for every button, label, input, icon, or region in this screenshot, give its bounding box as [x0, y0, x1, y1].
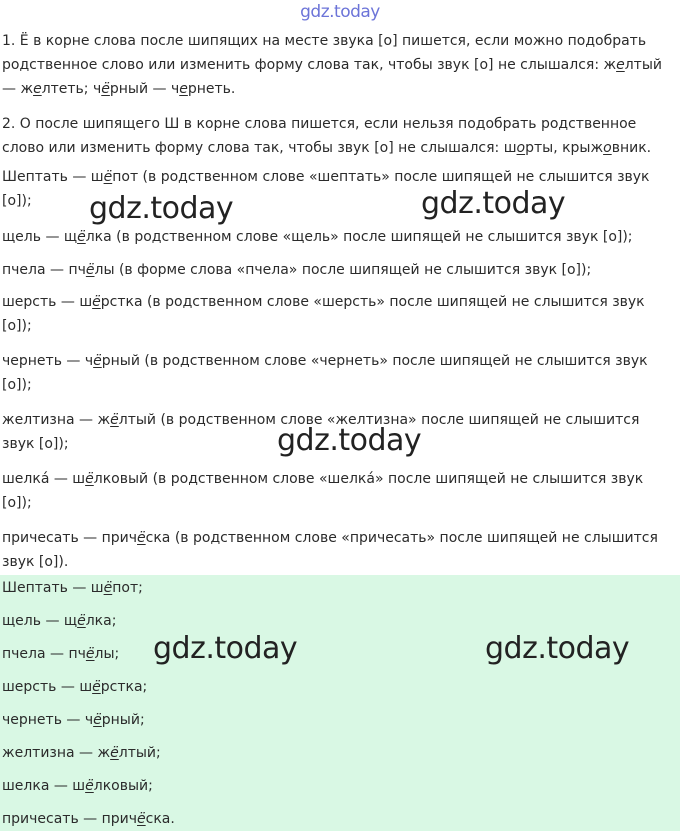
rule-2: 2. О после шипящего Ш в корне слова пишется, если нельзя подобрать родственное слово или изменить форму слова так, чтобы звук [о] не слышался: шорты, крыжовник. [2, 116, 652, 156]
explanation-item: шелка́ — шёлковый (в родственном слове «шелка́» после шипящей не слышится звук [о]); [2, 471, 644, 511]
answer-item: причесать — причёска. [2, 811, 175, 827]
underlined-letter: ё [101, 81, 110, 97]
explanation-item: Шептать — шёпот (в родственном слове «шептать» после шипящей не слышится звук [о]); [2, 169, 650, 209]
answer-item: щель — щёлка; [2, 613, 117, 629]
answer-item: шелка — шёлковый; [2, 778, 153, 794]
answer-item: шерсть — шёрстка; [2, 679, 148, 695]
watermark: gdz.today [277, 423, 422, 458]
answer-item: чернеть — чёрный; [2, 712, 145, 728]
explanation-item: щель — щёлка (в родственном слове «щель» после шипящей не слышится звук [о]); [2, 229, 633, 245]
underlined-letter: е [179, 81, 188, 97]
explanation-item: пчела — пчёлы (в форме слова «пчела» после шипящей не слышится звук [о]); [2, 262, 592, 278]
explanation-item: чернеть — чёрный (в родственном слове «чернеть» после шипящей не слышится звук [о]); [2, 353, 648, 393]
answer-item: пчела — пчёлы; [2, 646, 120, 662]
answer-item: желтизна — жёлтый; [2, 745, 161, 761]
answer-item: Шептать — шёпот; [2, 580, 143, 596]
rule-1: 1. Ё в корне слова после шипящих на месте звука [о] пишется, если можно подобрать родственное слово или изменить форму слова так, чтобы звук [о] не слышался: желтый — желтеть; чёрный — чернеть. [2, 33, 662, 97]
site-logo[interactable]: gdz.today [300, 2, 380, 22]
explanation-item: желтизна — жёлтый (в родственном слове «желтизна» после шипящей не слышится звук [о]); [2, 412, 640, 452]
explanation-item: причесать — причёска (в родственном слове «причесать» после шипящей не слышится звук [о]). [2, 530, 658, 570]
watermark: gdz.today [421, 186, 566, 221]
underlined-letter: е [616, 57, 625, 73]
underlined-letter: о [603, 140, 612, 156]
watermark: gdz.today [153, 631, 298, 666]
watermark: gdz.today [89, 191, 234, 226]
underlined-letter: о [516, 140, 526, 156]
explanation-item: шерсть — шёрстка (в родственном слове «шерсть» после шипящей не слышится звук [о]); [2, 294, 645, 334]
answer-box [0, 575, 680, 831]
underlined-letter: е [33, 81, 42, 97]
watermark: gdz.today [485, 631, 630, 666]
